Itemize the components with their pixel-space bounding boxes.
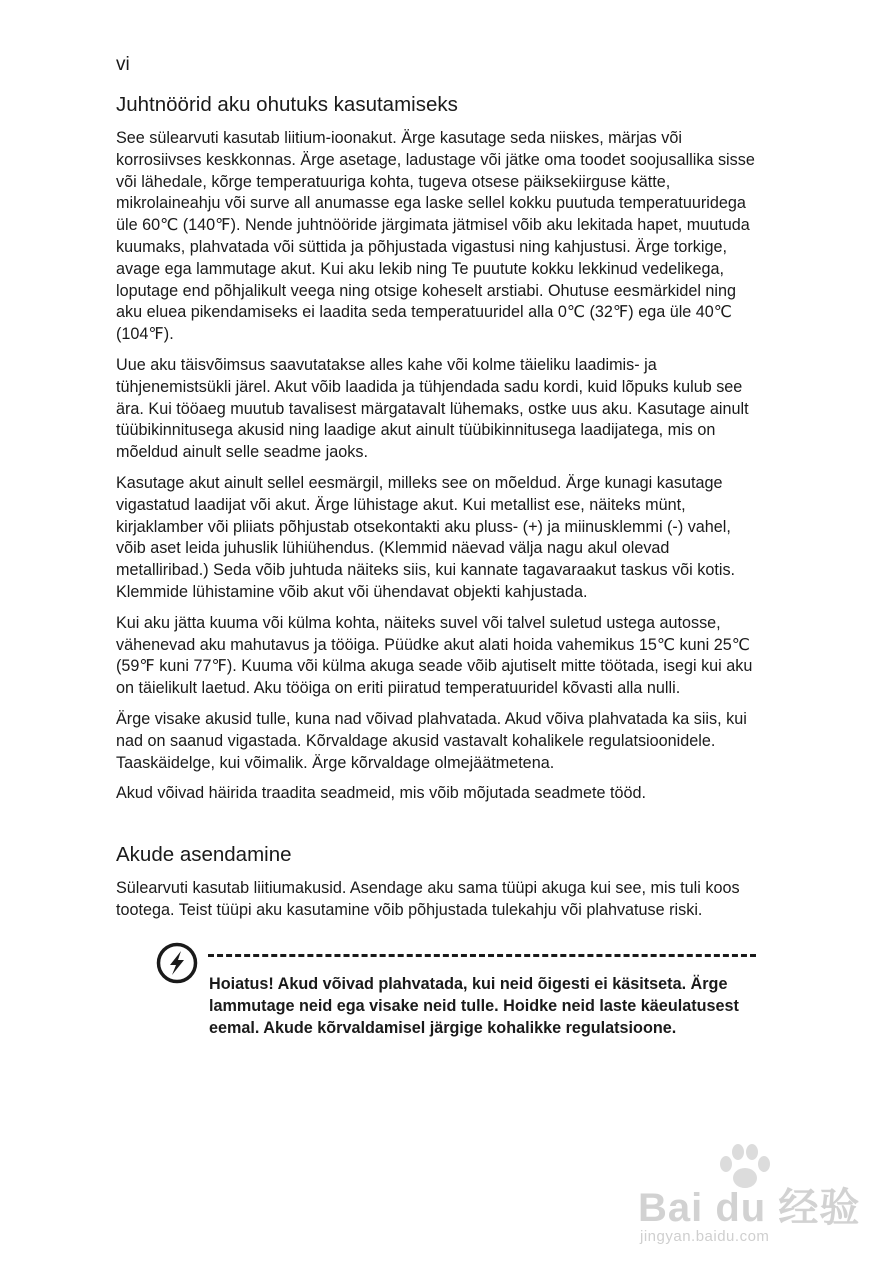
paragraph: Sülearvuti kasutab liitiumakusid. Asendage aku sama tüüpi akuga kui see, mis tuli koos tootega. Teist tüüpi aku kasutamine võib põhjustada tulekahju või plahvatuse riski. [116, 879, 740, 919]
dashed-divider [208, 954, 756, 957]
battery-safety-section [116, 92, 756, 814]
lightning-warning-icon [156, 942, 198, 984]
paragraph: Kui aku jätta kuuma või külma kohta, näiteks suvel või talvel suletud ustega autosse, vähenevad aku mahutavus ja tööiga. Püüdke akut alati hoida vahemikus 15℃ kuni 25℃ (59℉ kuni 77℉). Kuuma või külma akuga seade võib ajutiselt mitte töötada, isegi kui aku on täielikult laetud. Aku tööiga on eriti piiratud temperatuuridel kõvasti alla nulli. [116, 613, 753, 698]
paragraph: Kasutage akut ainult sellel eesmärgil, milleks see on mõeldud. Ärge kunagi kasutage vigastatud laadijat või akut. Ärge lühistage akut. Kui metallist ese, näiteks münt, kirjaklamber või pliiats põhjustab otsekontakti aku pluss- (+) ja miinusklemmi (-) vahel, võib aset leida juhuslik lühiühendus. (Klemmid näevad välja nagu akul olevad metalliribad.) Seda võib juhtuda näiteks siis, kui kannate tagavaraakut taskus või kotis. Klemmide lühistamine võib akut või ühendavat objekti kahjustada. [116, 473, 736, 601]
paragraph: Akud võivad häirida traadita seadmeid, mis võib mõjutada seadmete tööd. [116, 784, 646, 803]
paragraph: Uue aku täisvõimsus saavutatakse alles kahe või kolme täieliku laadimis- ja tühjenemistsükli järel. Akut võib laadida ja tühjendada sadu kordi, kuid lõpuks kulub see ära. Kui tööaeg muutub tavalisest märgatavalt lühemaks, ostke uus aku. Kasutage ainult tüübikinnitusega akusid ning laadige akut ainult tüübikinnitusega laadijatega, mis on mõeldud ainult selle seadme jaoks. [116, 355, 749, 462]
watermark-url: jingyan.baidu.com [640, 1228, 770, 1245]
paragraph: Ärge visake akusid tulle, kuna nad võivad plahvatada. Akud võiva plahvatada ka siis, kui nad on saanud vigastada. Kõrvaldage akusid vastavalt kohalikele regulatsioonidele. Taaskäidelge, kui võimalik. Ärge kõrvaldage olmejäätmetena. [116, 709, 747, 772]
warning-box [156, 938, 756, 1068]
watermark [632, 1138, 862, 1258]
page-number: vi [116, 54, 130, 75]
watermark-brand: Bai du 经验 [638, 1186, 861, 1230]
battery-replacement-section [116, 842, 756, 931]
paragraph: See sülearvuti kasutab liitium-ioonakut. Ärge kasutage seda niiskes, märjas või korrosiivses keskkonnas. Ärge asetage, ladustage või jätke oma toodet soojusallika sisse või lähedale, kõrge temperatuuriga kohta, tugeva otsese päiksekiirguse kätte, mikrolaineahju või surve all anumasse ega laske sellel kokku puutuda temperatuuridega üle 60℃ (140℉). Nende juhtnööride järgimata jätmisel võib aku lekitada hapet, muutuda kuumaks, plahvatada või süttida ja põhjustada vigastusi ning kahjustusi. Ärge torkige, avage ega lammutage akut. Kui aku lekib ning Te puutute kokku lekkinud vedelikega, loputage end põhjalikult veega ning otsige koheselt arstiabi. Ohutuse eesmärkidel ning aku eluea pikendamiseks ei laadita seda temperatuuridel alla 0℃ (32℉) ega üle 40℃ (104℉). [116, 129, 755, 344]
section-title-battery-replacement: Akude asendamine [116, 843, 292, 866]
section-title-battery-safety: Juhtnöörid aku ohutuks kasutamiseks [116, 93, 458, 116]
warning-text: Hoiatus! Akud võivad plahvatada, kui neid õigesti ei käsitseta. Ärge lammutage neid ega visake neid tulle. Hoidke neid laste käeulatusest eemal. Akude kõrvaldamisel järgige kohalikke regulatsioone. [209, 975, 739, 1037]
